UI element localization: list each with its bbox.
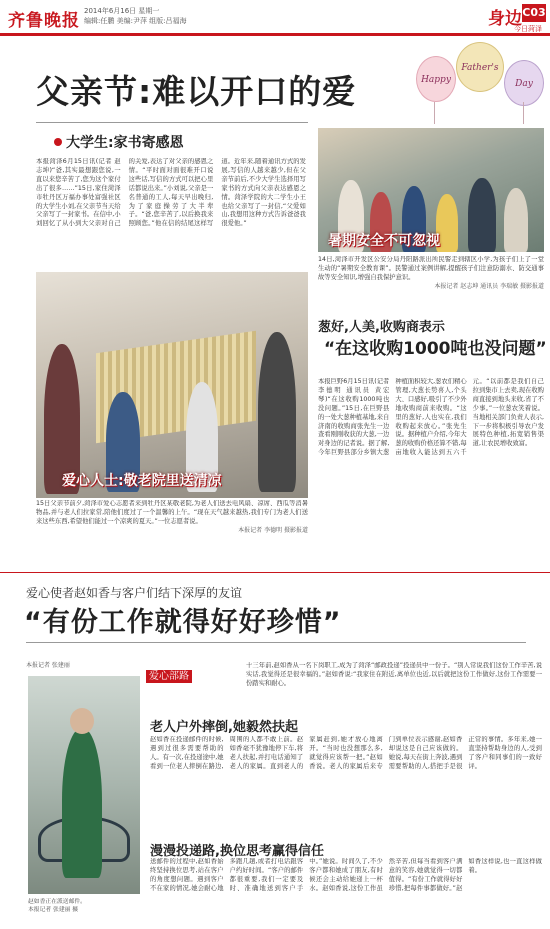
story3-body-1: 赵如香在投递邮件的时候,遇到过很多需要帮助的人。有一次,在投递途中,她看到一位老人摔倒在路边,周围的人都不敢上前。赵如香毫不犹豫地停下车,将老人扶起,并打电话通知了老人的家属。直到老人的家属赶到,她才放心地离开。“当时也没想那么多,就觉得应该帮一把。”赵如香说。老人的家属后来专门到单位表示感谢,赵如香却说这是自己应该做的。她说,每天在街上奔波,遇到需要帮助的人,搭把手是很正常的事情。多年来,她一直坚持帮助身边的人,受到了客户和同事们的一致好评。 — [150, 736, 542, 770]
photo-safety-class — [318, 128, 544, 252]
photo1-description-text: 14日,菏泽市开发区公安分局丹阳路派出所民警走到辖区小学,为孩子们上了一堂生动的“暑期安全教育课”。民警通过案例讲解,提醒孩子们注意防溺水、防交通事故等安全知识,增强自我保护意识。 — [318, 256, 544, 281]
section-subtitle: 今日菏泽 — [514, 25, 542, 33]
story3-body-2: 送邮件的过程中,赵如香始终坚持换位思考,站在客户的角度想问题。遇到客户不在家的情况,她会耐心地多跑几趟,或者打电话跟客户约好时间。“客户的邮件都很重要,我们一定要及时、准确地送到客户手中。”她说。时间久了,不少客户都和她成了朋友,有时候还会主动给她递上一杯水。赵如香说,这份工作虽然辛苦,但每当看到客户满意的笑容,她就觉得一切都值得。“有份工作就得好好珍惜,把每件事都做好。”赵如香这样说,也一直这样做着。 — [150, 858, 542, 892]
name-badge — [146, 664, 192, 683]
story2-title: “在这收购1000吨也没问题” — [324, 339, 547, 359]
photo1-credit: 本报记者 赵志坤 通讯员 李瑞敏 摄影报道 — [434, 282, 544, 290]
bullet-icon — [54, 138, 62, 146]
story3-intro: 十三年前,赵如香从一名下岗职工,成为了菏泽“邮政投递”投递员中一份子。“别人常说我们这份工作辛苦,说实话,我觉得还是很幸福的。”赵如香说:“我家住在附近,离单位也近,以后就把这份工作做好,这份工作需要一份踏实和耐心。 — [246, 662, 542, 687]
fathers-day-balloons-illustration — [412, 38, 548, 124]
section-name: 身边 — [488, 9, 522, 29]
story1-title-text: 大学生:家书寄感恩 — [66, 135, 184, 151]
photo-nursing-home — [36, 272, 308, 498]
story2-body: 本报巨野6月15日讯(记者 李德明 通讯员 黄宏琴)“在这收购1000吨也没问题。”15日,在巨野县的一处大葱种植基地,来自济南的收购商张先生一边查看刚刚收获的大葱,一边对身边的记者说。据了解,今年巨野县部分乡镇大葱种植面积较大,葱农们精心管理,大葱长势喜人,个头大、口感好,吸引了不少外地收购商前来收购。“这里的葱好,人也实在,我们收购起来放心。”张先生说。据种植户介绍,今年大葱的收购价格还算不错,每亩地收入能达到五六千元。“以前都是我们自己拉到集市上去卖,现在收购商直接到地头来收,省了不少事。”一位葱农笑着说。当地相关部门负责人表示,下一步将积极引导农户发展特色种植,拓宽销售渠道,让农民增收致富。 — [318, 378, 544, 457]
balloon-happy — [416, 56, 456, 102]
balloon-word-day: Day — [515, 79, 533, 89]
story3-subhead-1: 老人户外摔倒,她毅然扶起 — [150, 720, 298, 735]
balloon-word-happy: Happy — [421, 75, 451, 85]
masthead-rule — [0, 33, 550, 36]
page-headline: 父亲节:难以开口的爱 — [36, 72, 357, 111]
photo1-description — [318, 256, 544, 294]
story1-title — [54, 132, 184, 152]
photo-head — [70, 708, 94, 734]
photo-mail-carrier — [28, 676, 140, 894]
section-divider — [0, 572, 550, 573]
story3-photo-caption — [28, 898, 140, 914]
photo-figure — [504, 188, 528, 252]
photo-figure — [258, 332, 296, 492]
photo1-caption: 暑期安全不可忽视 — [328, 233, 440, 249]
page-number: C03 — [522, 4, 546, 22]
story3-photo-caption-text: 赵如香正在派送邮件。 — [28, 899, 86, 905]
photo2-credit: 本报记者 李德明 摄影报道 — [238, 526, 308, 534]
photo-figure — [62, 728, 102, 878]
story1-top-rule — [36, 122, 308, 123]
photo2-description-text: 15日父亲节前夕,菏泽市爱心志愿者来到牡丹区某敬老院,为老人们送去电风扇、凉席、西瓜等消暑物品,并与老人们拉家常,陪他们度过了一个温馨的上午。“现在天气越来越热,我们专门为老人们送来这些东西,希望他们能过一个凉爽的夏天。”一位志愿者说。 — [36, 500, 308, 525]
photo2-description — [36, 500, 308, 546]
balloon-fathers — [456, 42, 504, 92]
balloon-strings — [434, 102, 524, 124]
photo2-caption: 爱心人士:敬老院里送清凉 — [62, 473, 222, 489]
story3-kicker: 爱心使者赵如香与客户们结下深厚的友谊 — [26, 586, 243, 600]
story3-byline: 本报记者 张建丽 — [26, 662, 70, 669]
editor-credits: 编辑:任鹏 美编:尹萍 组版:吕福海 — [84, 17, 187, 25]
newspaper-brand: 齐鲁晚报 — [8, 11, 80, 31]
story1-body: 本报菏泽6月15日讯(记者 赵志坤)“爸,其实最想跟您说,一直以来您辛苦了,您为这个家付出了很多……”15日,家住菏泽市牡丹区万福办事处富强社区的大学生小刘,在父亲节当天给父亲写了一封家书。在信中,小刘回忆了从小到大父亲对自己的关爱,表达了对父亲的感恩之情。“平时面对面很难开口说这些话,写信的方式可以把心里话都说出来。”小刘说,父亲是一名普通的工人,每天早出晚归,为了家庭操劳了大半辈子。“爸,您辛苦了,以后换我来照顾您。”他在信的结尾这样写道。近年来,随着通讯方式的发展,写信的人越来越少,但在父亲节前后,不少大学生选择用写家书的方式向父亲表达感恩之情。菏泽学院的大二学生小王也给父亲写了一封信,“父爱如山,我想用这种方式告诉爸爸我很爱他。” — [36, 158, 306, 228]
balloon-word-fathers: Father's — [461, 63, 499, 73]
photo-figure — [468, 178, 496, 252]
story2-kicker: 葱好,人美,收购商表示 — [318, 320, 445, 335]
story3-photo-credit: 本报记者 张建丽 摄 — [28, 907, 79, 913]
story3-title: “有份工作就得好好珍惜” — [24, 607, 342, 638]
issue-date: 2014年6月16日 星期一 — [84, 7, 160, 15]
name-badge-text: 爱心部路 — [146, 670, 192, 683]
story3-subhead-2: 漫漫投递路,换位思考赢得信任 — [150, 844, 324, 859]
balloon-day — [504, 60, 544, 106]
story3-title-rule — [26, 642, 526, 643]
